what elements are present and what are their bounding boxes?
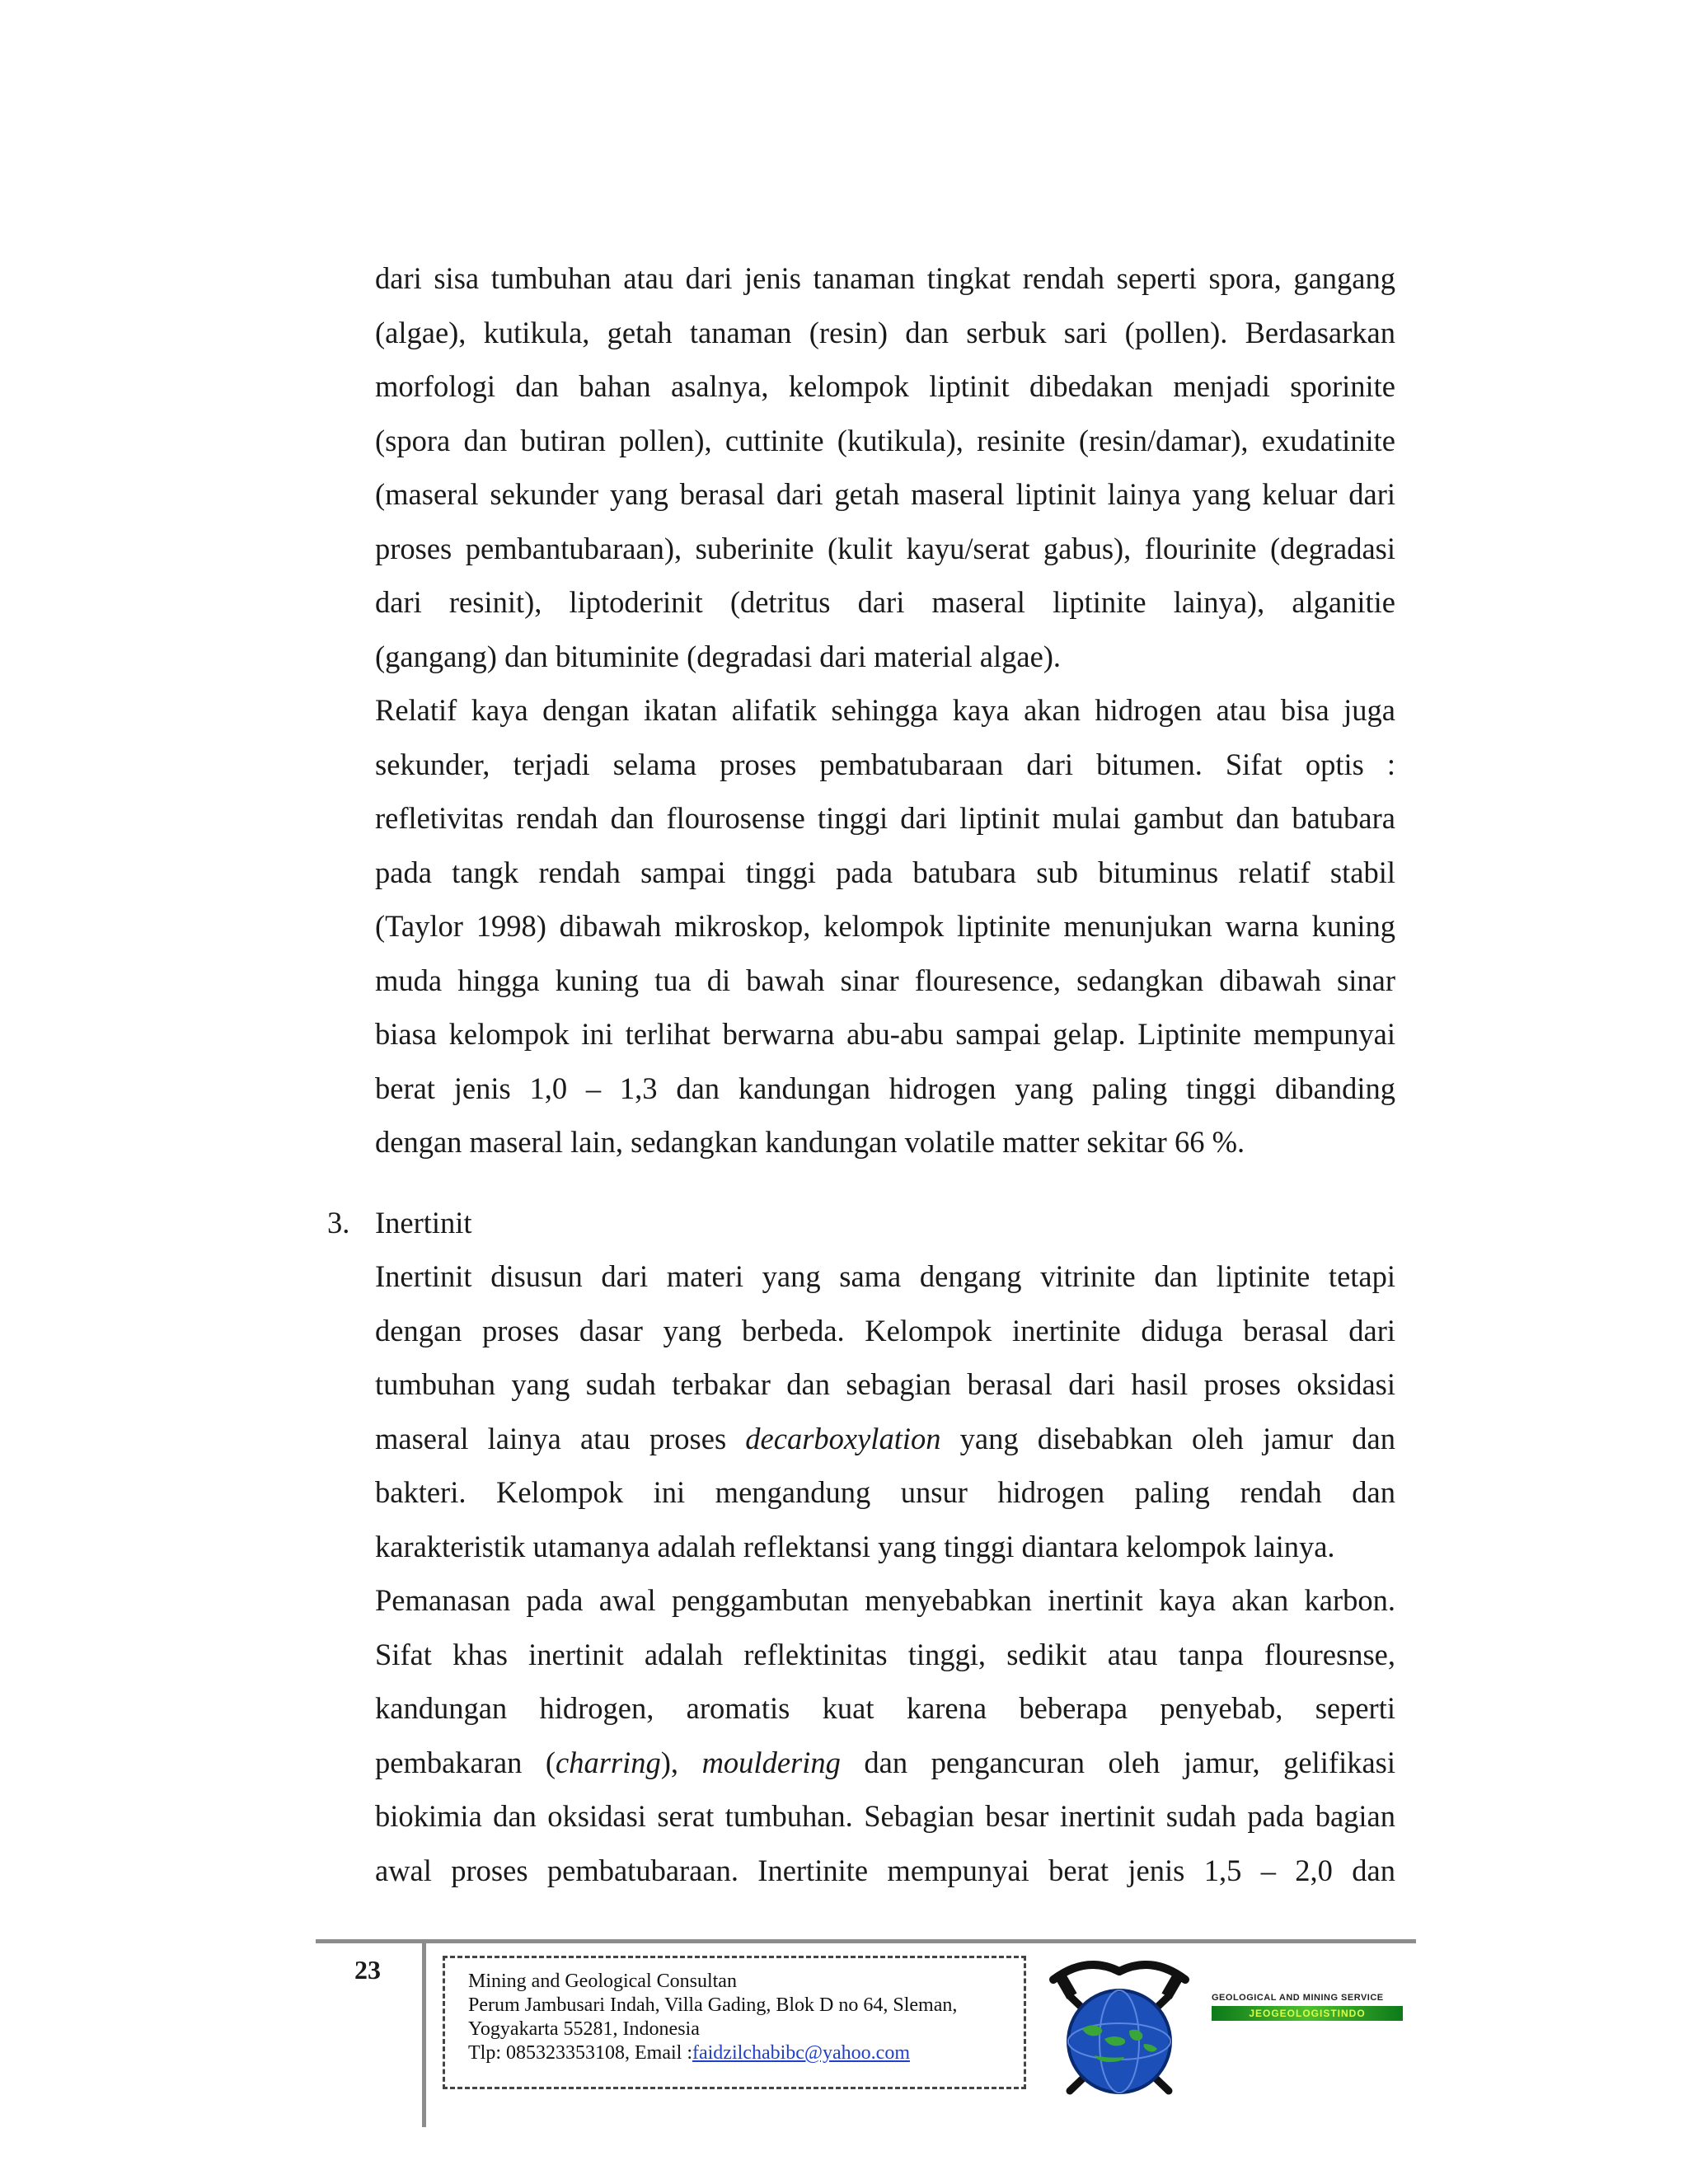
company-logo-icon xyxy=(1037,1947,1202,2111)
text-line: biokimia dan oksidasi serat tumbuhan. Sebagian besar inertinit sudah pada bagian xyxy=(375,1799,1395,1833)
footer-divider xyxy=(422,1942,426,2127)
text-line: refletivitas rendah dan flourosense tinggi dari liptinit mulai gambut dan batubara xyxy=(375,801,1395,835)
logo-banner: JEOGEOLOGISTINDO xyxy=(1212,2006,1403,2021)
text-line: sekunder, terjadi selama proses pembatubaraan dari bitumen. Sifat optis : xyxy=(375,747,1395,781)
text-line xyxy=(375,1412,1395,1466)
text-line: muda hingga kuning tua di bawah sinar flouresence, sedangkan dibawah sinar xyxy=(375,963,1395,997)
contact-line xyxy=(468,2041,1010,2065)
text-line: (gangang) dan bituminite (degradasi dari material algae). xyxy=(375,639,1062,673)
text-line: dari sisa tumbuhan atau dari jenis tanaman tingkat rendah seperti spora, gangang xyxy=(375,261,1395,295)
body-text xyxy=(327,251,1396,1897)
text-line: awal proses pembatubaraan. Inertinite mempunyai berat jenis 1,5 – 2,0 dan xyxy=(375,1853,1395,1887)
text-line: (algae), kutikula, getah tanaman (resin) dan serbuk sari (pollen). Berdasarkan xyxy=(375,315,1395,349)
section-title: Inertinit xyxy=(375,1205,472,1240)
paragraph-inertinit-origin xyxy=(375,1249,1395,1573)
section-number: 3. xyxy=(327,1205,350,1240)
contact-box xyxy=(443,1956,1026,2089)
paragraph-inertinit-properties xyxy=(375,1573,1395,1897)
logo-tagline: GEOLOGICAL AND MINING SERVICE xyxy=(1212,1993,1384,2003)
company-name: Mining and Geological Consultan xyxy=(468,1971,737,1992)
italic-term: decarboxylation xyxy=(745,1421,941,1455)
text-line: dengan maseral lain, sedangkan kandungan volatile matter sekitar 66 %. xyxy=(375,1125,1245,1159)
text-line: proses pembantubaraan), suberinite (kulit kayu/serat gabus), flourinite (degradasi xyxy=(375,531,1395,565)
text-line: bakteri. Kelompok ini mengandung unsur hidrogen paling rendah dan xyxy=(375,1475,1395,1509)
section-spacer xyxy=(375,1169,1395,1196)
page-number: 23 xyxy=(354,1955,381,1985)
text-line: karakteristik utamanya adalah reflektansi yang tinggi diantara kelompok lainya. xyxy=(375,1529,1335,1563)
text-line: Inertinit disusun dari materi yang sama dengang vitrinite dan liptinite tetapi xyxy=(375,1259,1395,1293)
text-line xyxy=(375,1736,1395,1790)
phone-label: Tlp: 085323353108, Email : xyxy=(468,2042,692,2064)
text-line: (spora dan butiran pollen), cuttinite (kutikula), resinite (resin/damar), exudatinite xyxy=(375,423,1395,457)
italic-term: mouldering xyxy=(701,1745,841,1779)
text-run: pembakaran ( xyxy=(375,1745,556,1779)
italic-term: charring xyxy=(556,1745,661,1779)
text-run: dan pengancuran oleh jamur, gelifikasi xyxy=(840,1745,1396,1779)
text-line: pada tangk rendah sampai tinggi pada batubara sub bituminus relatif stabil xyxy=(375,855,1395,889)
logo-wordmark xyxy=(1212,1993,1409,2021)
email-link[interactable]: faidzilchabibc@yahoo.com xyxy=(692,2042,910,2064)
text-line: (maseral sekunder yang berasal dari getah maseral liptinit lainya yang keluar dari xyxy=(375,477,1395,511)
text-line: Pemanasan pada awal penggambutan menyebabkan inertinit kaya akan karbon. xyxy=(375,1583,1395,1617)
paragraph-liptinit-origin xyxy=(375,251,1395,683)
paragraph-liptinit-properties xyxy=(375,683,1395,1169)
text-line: (Taylor 1998) dibawah mikroskop, kelompok liptinite menunjukan warna kuning xyxy=(375,909,1395,943)
text-line: dari resinit), liptoderinit (detritus dari maseral liptinite lainya), alganitie xyxy=(375,585,1395,619)
text-line: morfologi dan bahan asalnya, kelompok liptinit dibedakan menjadi sporinite xyxy=(375,369,1395,403)
text-line: biasa kelompok ini terlihat berwarna abu-abu sampai gelap. Liptinite mempunyai xyxy=(375,1017,1395,1051)
text-line: dengan proses dasar yang berbeda. Kelompok inertinite diduga berasal dari xyxy=(375,1313,1395,1347)
text-line: kandungan hidrogen, aromatis kuat karena beberapa penyebab, seperti xyxy=(375,1691,1395,1725)
address-line: Yogyakarta 55281, Indonesia xyxy=(468,2018,700,2040)
section-heading-inertinit xyxy=(327,1196,1395,1250)
text-line: berat jenis 1,0 – 1,3 dan kandungan hidrogen yang paling tinggi dibanding xyxy=(375,1071,1395,1105)
footer-rule xyxy=(316,1939,1416,1943)
text-run: yang disebabkan oleh jamur dan xyxy=(940,1421,1396,1455)
text-run: maseral lainya atau proses xyxy=(375,1421,746,1455)
address-line: Perum Jambusari Indah, Villa Gading, Blok D no 64, Sleman, xyxy=(468,1994,958,2016)
text-run: ), xyxy=(660,1745,702,1779)
text-line: Sifat khas inertinit adalah reflektinitas tinggi, sedikit atau tanpa flouresnse, xyxy=(375,1637,1395,1671)
text-line: Relatif kaya dengan ikatan alifatik sehingga kaya akan hidrogen atau bisa juga xyxy=(375,693,1395,727)
text-line: tumbuhan yang sudah terbakar dan sebagian berasal dari hasil proses oksidasi xyxy=(375,1367,1395,1401)
